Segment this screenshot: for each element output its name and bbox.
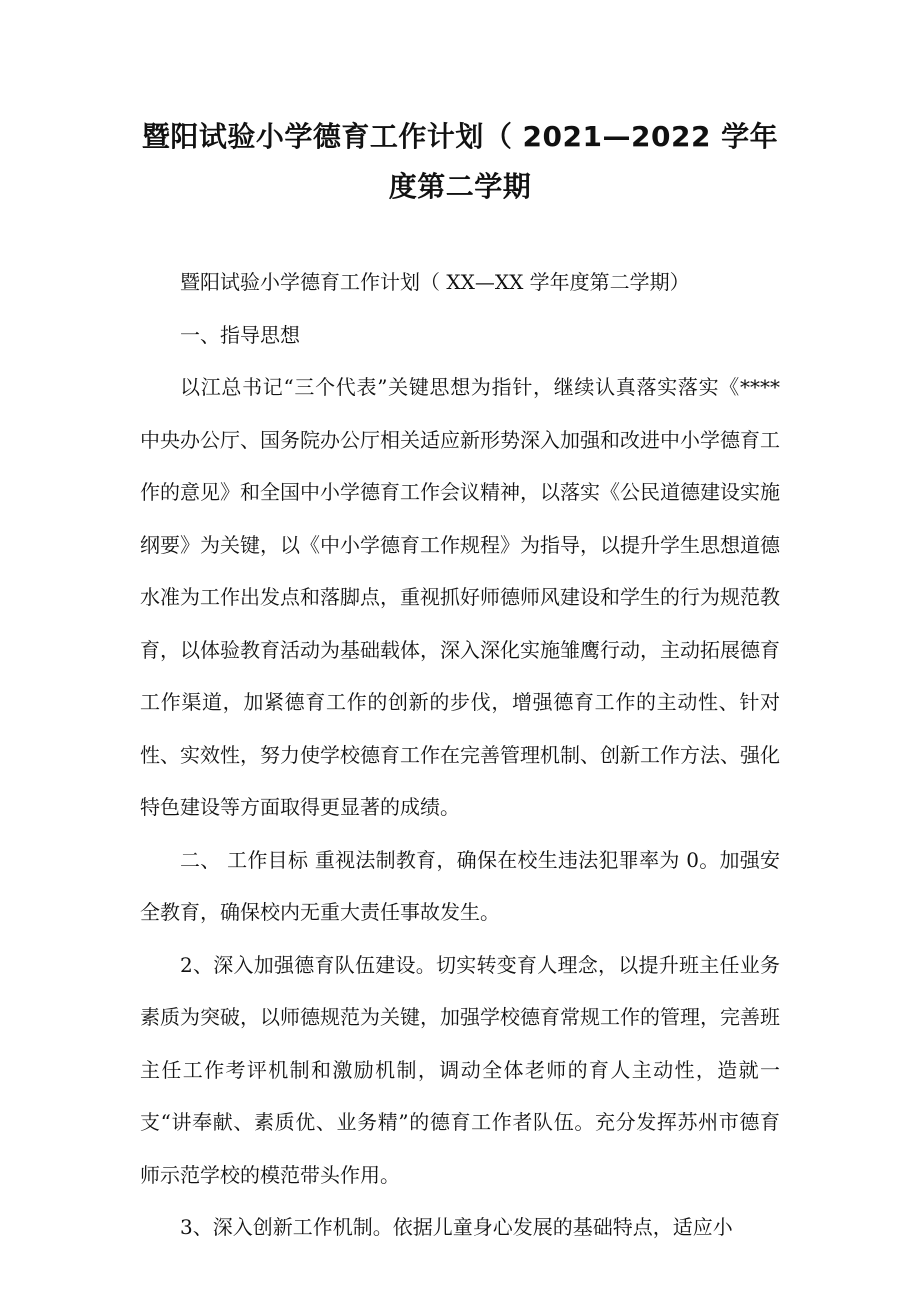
section-heading-work-goals: 二、 工作目标 重视法制教育，确保在校生违法犯罪率为 0。加强安全教育，确保校内无重大责任事故发生。 [140,847,780,924]
document-title: 暨阳试验小学德育工作计划（ 2021—2022 学年度第二学期 [141,120,779,203]
body-paragraph: 以江总书记“三个代表”关键思想为指针，继续认真落实落实《****中央办公厅、国务院办公厅相关适应新形势深入加强和改进中小学德育工作的意见》和全国中小学德育工作会议精神，以落实《公民道德建设实施纲要》为关键，以《中小学德育工作规程》为指导，以提升学生思想道德水准为工作出发点和落脚点，重视抓好师德师风建设和学生的行为规范教育，以体验教育活动为基础载体，深入深化实施雏鹰行动，主动拓展德育工作渠道，加紧德育工作的创新的步伐，增强德育工作的主动性、针对性、实效性，努力使学校德育工作在完善管理机制、创新工作方法、强化特色建设等方面取得更显著的成绩。 [140,375,780,819]
body-paragraph: 3、深入创新工作机制。依据儿童身心发展的基础特点，适应小 [180,1215,733,1239]
subtitle-paragraph: 暨阳试验小学德育工作计划（ XX—XX 学年度第二学期） [180,270,690,294]
section-heading-guiding-ideology: 一、指导思想 [180,322,300,347]
document-body [140,256,780,1254]
body-paragraph: 2、深入加强德育队伍建设。切实转变育人理念，以提升班主任业务素质为突破，以师德规范为关键，加强学校德育常规工作的管理，完善班主任工作考评机制和激励机制，调动全体老师的育人主动性，造就一支“讲奉献、素质优、业务精”的德育工作者队伍。充分发挥苏州市德育师示范学校的模范带头作用。 [140,952,780,1187]
